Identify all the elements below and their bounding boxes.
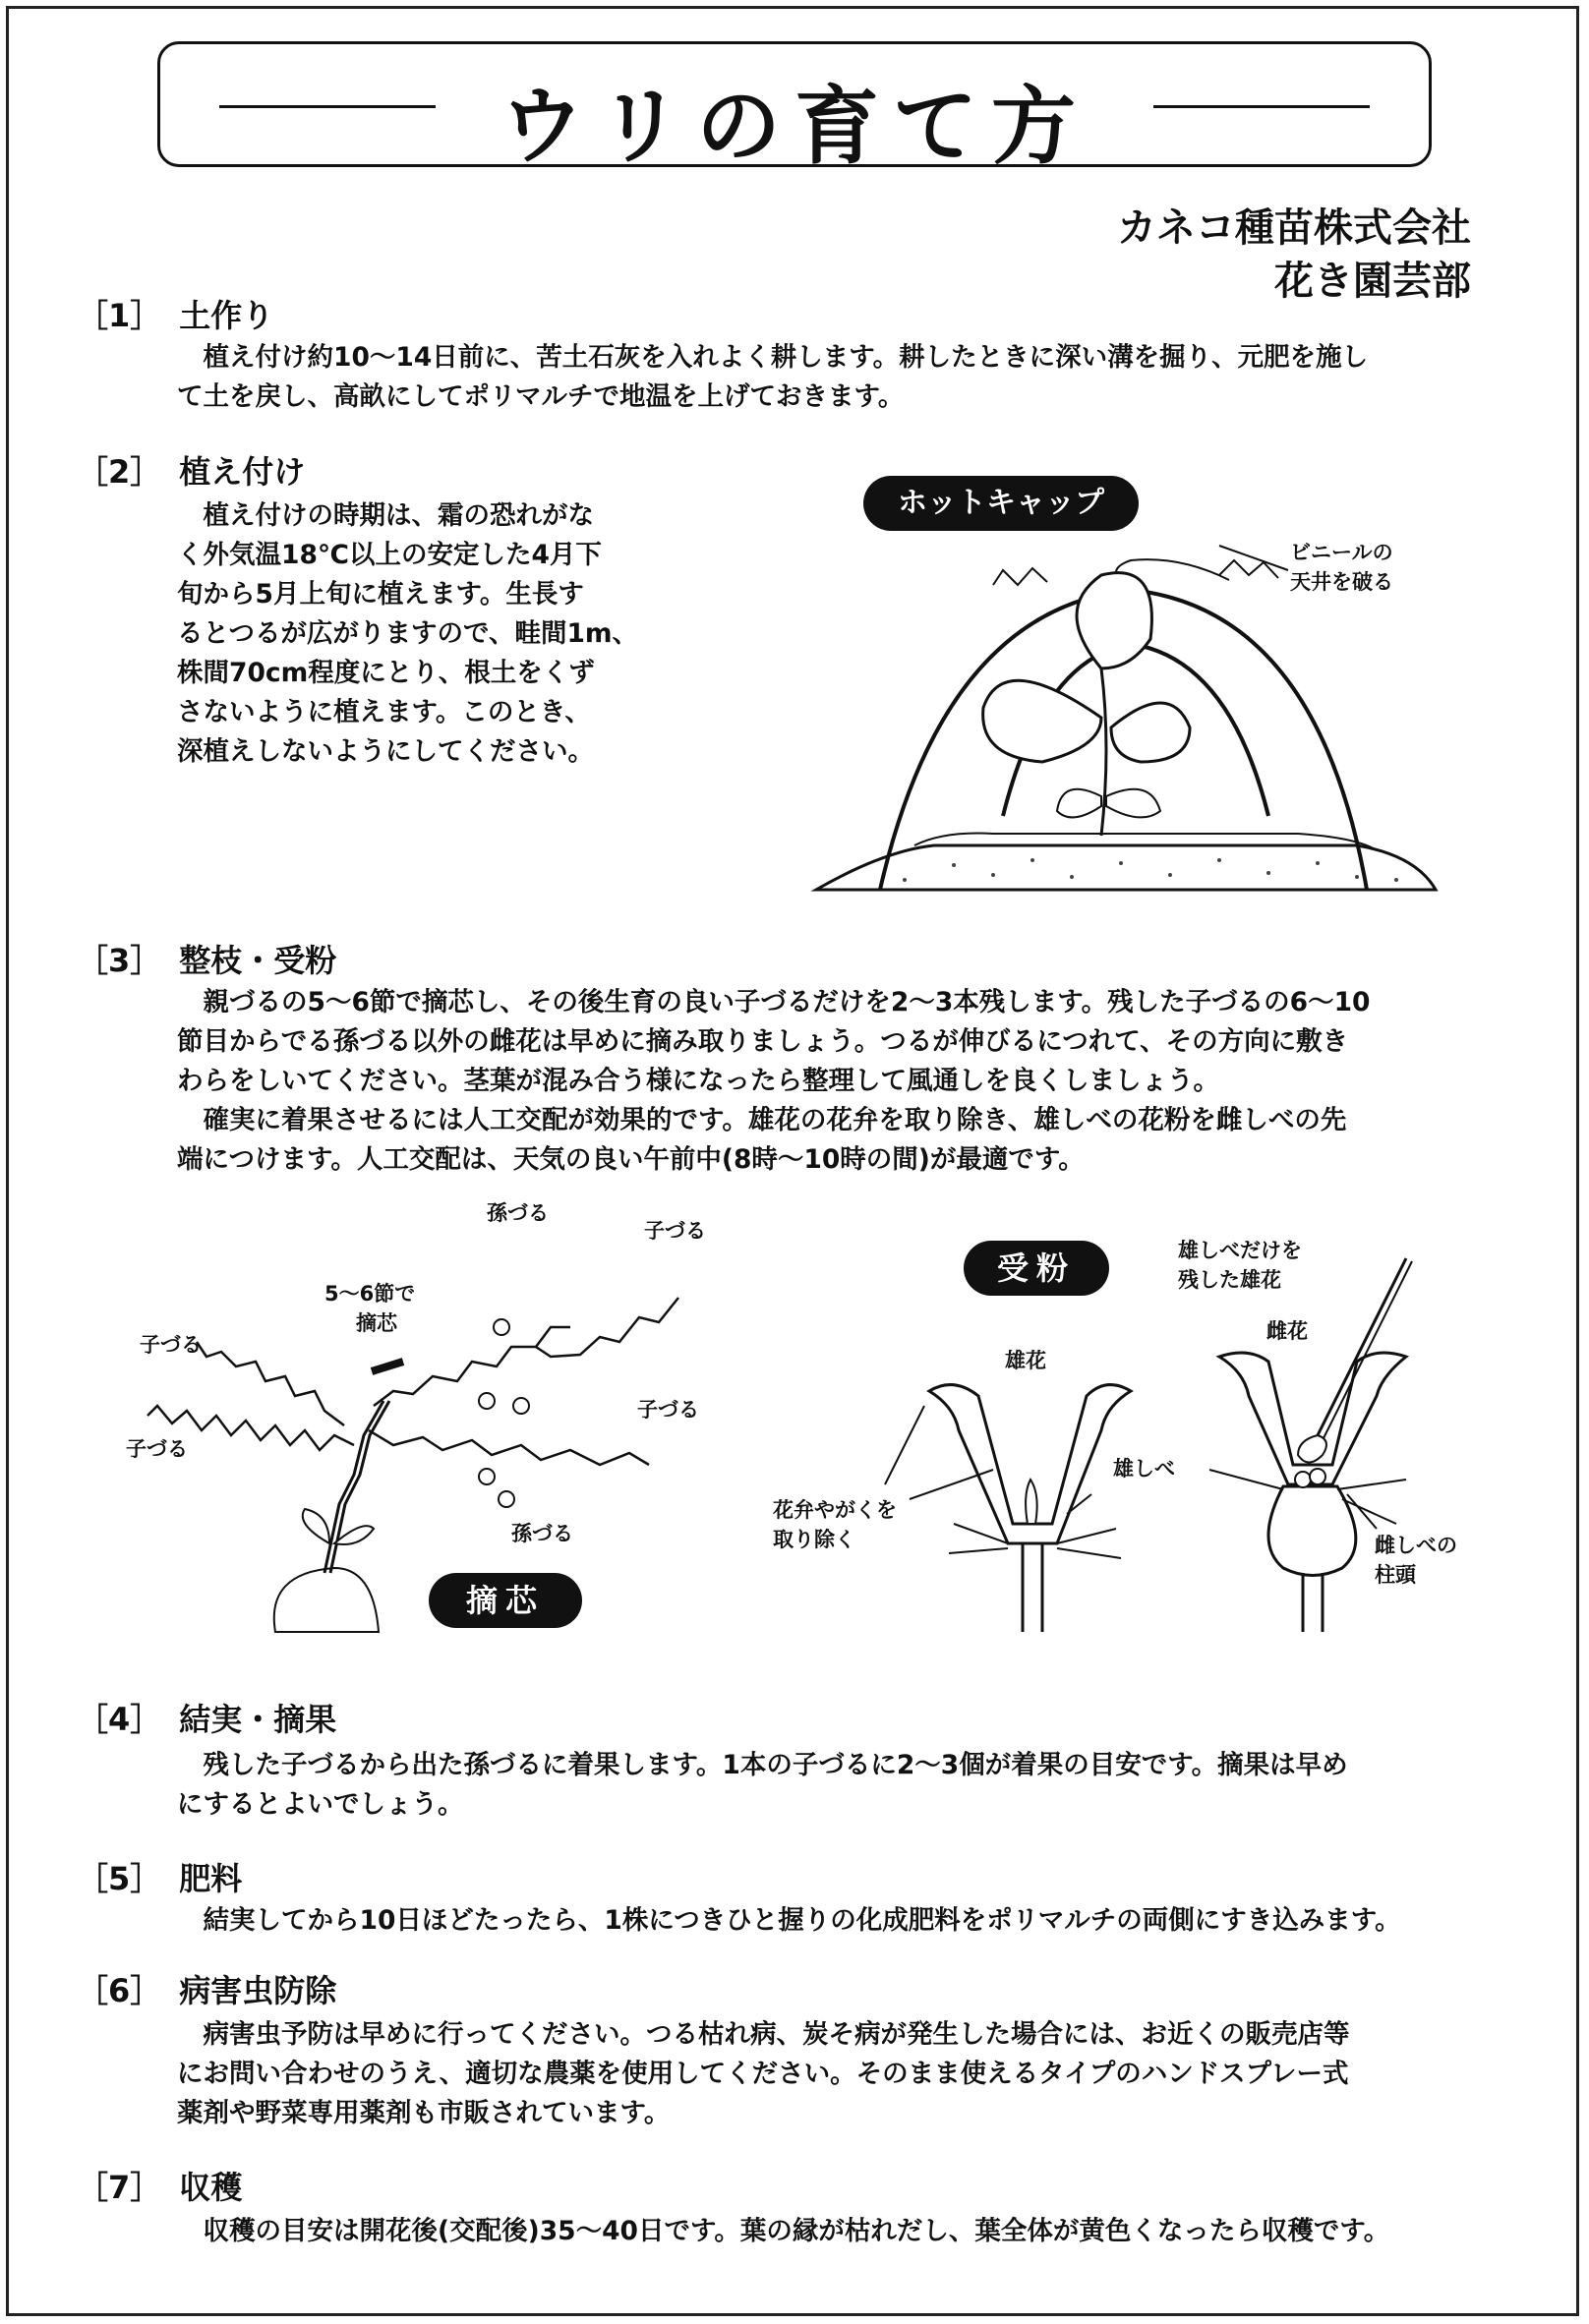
section-number: ［6］ xyxy=(77,1972,162,2009)
title-rule-right xyxy=(1153,105,1370,108)
section-number: ［1］ xyxy=(77,297,162,334)
section-6-body xyxy=(177,2015,1350,2133)
pinch-label-magozuru-bottom: 孫づる xyxy=(511,1522,573,1545)
text-line: 病害虫予防は早めに行ってください。つる枯れ病、炭そ病が発生した場合には、お近くの販売店等 xyxy=(177,2019,1350,2050)
pollination-tool-2: 残した雄花 xyxy=(1178,1268,1281,1292)
text-line: 端につけます。人工交配は、天気の良い午前中(8時～10時の間)が最適です。 xyxy=(177,1144,1085,1175)
company-block xyxy=(1117,202,1471,308)
section-number: ［3］ xyxy=(77,942,162,979)
pollination-title: 受粉 xyxy=(964,1241,1109,1296)
pollination-petal-1: 花弁やがくを xyxy=(773,1498,897,1522)
pollination-pistil-1: 雌しべの xyxy=(1375,1534,1457,1557)
text-line: 植え付け約10～14日前に、苦土石灰を入れよく耕します。耕したときに深い溝を掘り、元肥を施し xyxy=(177,342,1369,373)
section-number: ［5］ xyxy=(77,1860,162,1897)
pollination-female-label: 雌花 xyxy=(1266,1319,1308,1343)
section-title: 病害虫防除 xyxy=(179,1972,337,2009)
section-4-heading xyxy=(77,1695,336,1740)
text-line: く外気温18℃以上の安定した4月下 xyxy=(177,540,602,570)
section-4-body xyxy=(177,1746,1348,1825)
pinching-title: 摘芯 xyxy=(429,1573,582,1628)
pollination-illustration xyxy=(885,1258,1436,1652)
pinch-label-magozuru-top: 孫づる xyxy=(487,1201,549,1225)
pinching-illustration xyxy=(118,1180,747,1642)
section-2-heading xyxy=(77,447,305,493)
text-line: 植え付けの時期は、霜の恐れがな xyxy=(177,500,594,531)
text-line: さないように植えます。このとき、 xyxy=(177,697,591,727)
text-line: 確実に着果させるには人工交配が効果的です。雄花の花弁を取り除き、雄しべの花粉を雌しべの先 xyxy=(177,1105,1347,1135)
text-line: にお問い合わせのうえ、適切な農薬を使用してください。そのまま使えるタイプのハンドスプレー式 xyxy=(177,2059,1349,2089)
pollination-pistil-2: 柱頭 xyxy=(1375,1563,1416,1587)
text-line: 親づるの5～6節で摘芯し、その後生育の良い子づるだけを2～3本残します。残した子づるの6～10 xyxy=(177,987,1371,1017)
hotcap-illustration xyxy=(806,551,1445,924)
text-line: 薬剤や野菜専用薬剤も市販されています。 xyxy=(177,2098,671,2128)
section-title: 肥料 xyxy=(179,1860,243,1897)
text-line: 収穫の目安は開花後(交配後)35～40日です。葉の縁が枯れだし、葉全体が黄色くなったら収穫です。 xyxy=(177,2216,1390,2246)
company-dept: 花き園芸部 xyxy=(1274,259,1471,304)
section-title: 植え付け xyxy=(179,453,306,491)
section-title: 整枝・受粉 xyxy=(179,942,337,979)
text-line: 結実してから10日ほどたったら、1株につきひと握りの化成肥料をポリマルチの両側にすき込みます。 xyxy=(177,1905,1401,1936)
section-number: ［4］ xyxy=(77,1701,162,1738)
section-7-body xyxy=(177,2212,1389,2251)
pollination-petal-2: 取り除く xyxy=(773,1528,855,1551)
hotcap-title: ホットキャップ xyxy=(863,476,1139,531)
pinch-label-node-1: 5～6節で xyxy=(324,1282,416,1306)
text-line: 深植えしないようにしてください。 xyxy=(177,736,594,767)
text-line: 残した子づるから出た孫づるに着果します。1本の子づるに2～3個が着果の目安です。摘果は早め xyxy=(177,1750,1348,1780)
section-title: 土作り xyxy=(179,297,274,334)
section-2-body xyxy=(177,496,638,772)
text-line: るとつるが広がりますので、畦間1m、 xyxy=(177,618,638,649)
section-7-heading xyxy=(77,2163,242,2208)
section-number: ［2］ xyxy=(77,453,162,491)
pinch-label-kozuru-top: 子づる xyxy=(644,1219,706,1243)
section-6-heading xyxy=(77,1966,336,2011)
hotcap-label-2: 天井を破る xyxy=(1290,570,1393,594)
section-3-heading xyxy=(77,936,336,981)
text-line: 株間70cm程度にとり、根土をくず xyxy=(177,658,595,688)
text-line: にするとよいでしょう。 xyxy=(177,1789,464,1820)
page-title: ウリの育て方 xyxy=(500,78,1089,176)
pollination-stamen-label: 雄しべ xyxy=(1113,1457,1175,1481)
section-5-body xyxy=(177,1901,1401,1941)
pollination-tool-1: 雄しべだけを xyxy=(1178,1239,1302,1262)
text-line: 節目からでる孫づる以外の雌花は早めに摘み取りましょう。つるが伸びるにつれて、その方向に敷き xyxy=(177,1026,1349,1057)
title-box xyxy=(157,41,1432,176)
text-line: わらをしいてください。茎葉が混み合う様になったら整理して風通しを良くしましょう。 xyxy=(177,1066,1219,1096)
text-line: て土を戻し、高畝にしてポリマルチで地温を上げておきます。 xyxy=(177,381,905,412)
pinch-label-kozuru-left: 子づる xyxy=(140,1333,202,1357)
section-number: ［7］ xyxy=(77,2169,162,2206)
section-5-heading xyxy=(77,1854,242,1899)
section-1-body xyxy=(177,338,1368,417)
hotcap-label-1: ビニールの xyxy=(1290,541,1393,564)
text-line: 旬から5月上旬に植えます。生長す xyxy=(177,579,584,610)
section-title: 収穫 xyxy=(179,2169,243,2206)
company-name: カネコ種苗株式会社 xyxy=(1117,205,1471,251)
pinch-label-kozuru-left-2: 子づる xyxy=(126,1437,188,1461)
pinch-label-node-2: 摘芯 xyxy=(356,1311,397,1335)
pinch-label-kozuru-right: 子づる xyxy=(637,1398,699,1422)
section-3-body xyxy=(177,983,1370,1180)
section-1-heading xyxy=(77,291,273,336)
section-title: 結実・摘果 xyxy=(179,1701,337,1738)
pollination-male-label: 雄花 xyxy=(1005,1349,1046,1372)
